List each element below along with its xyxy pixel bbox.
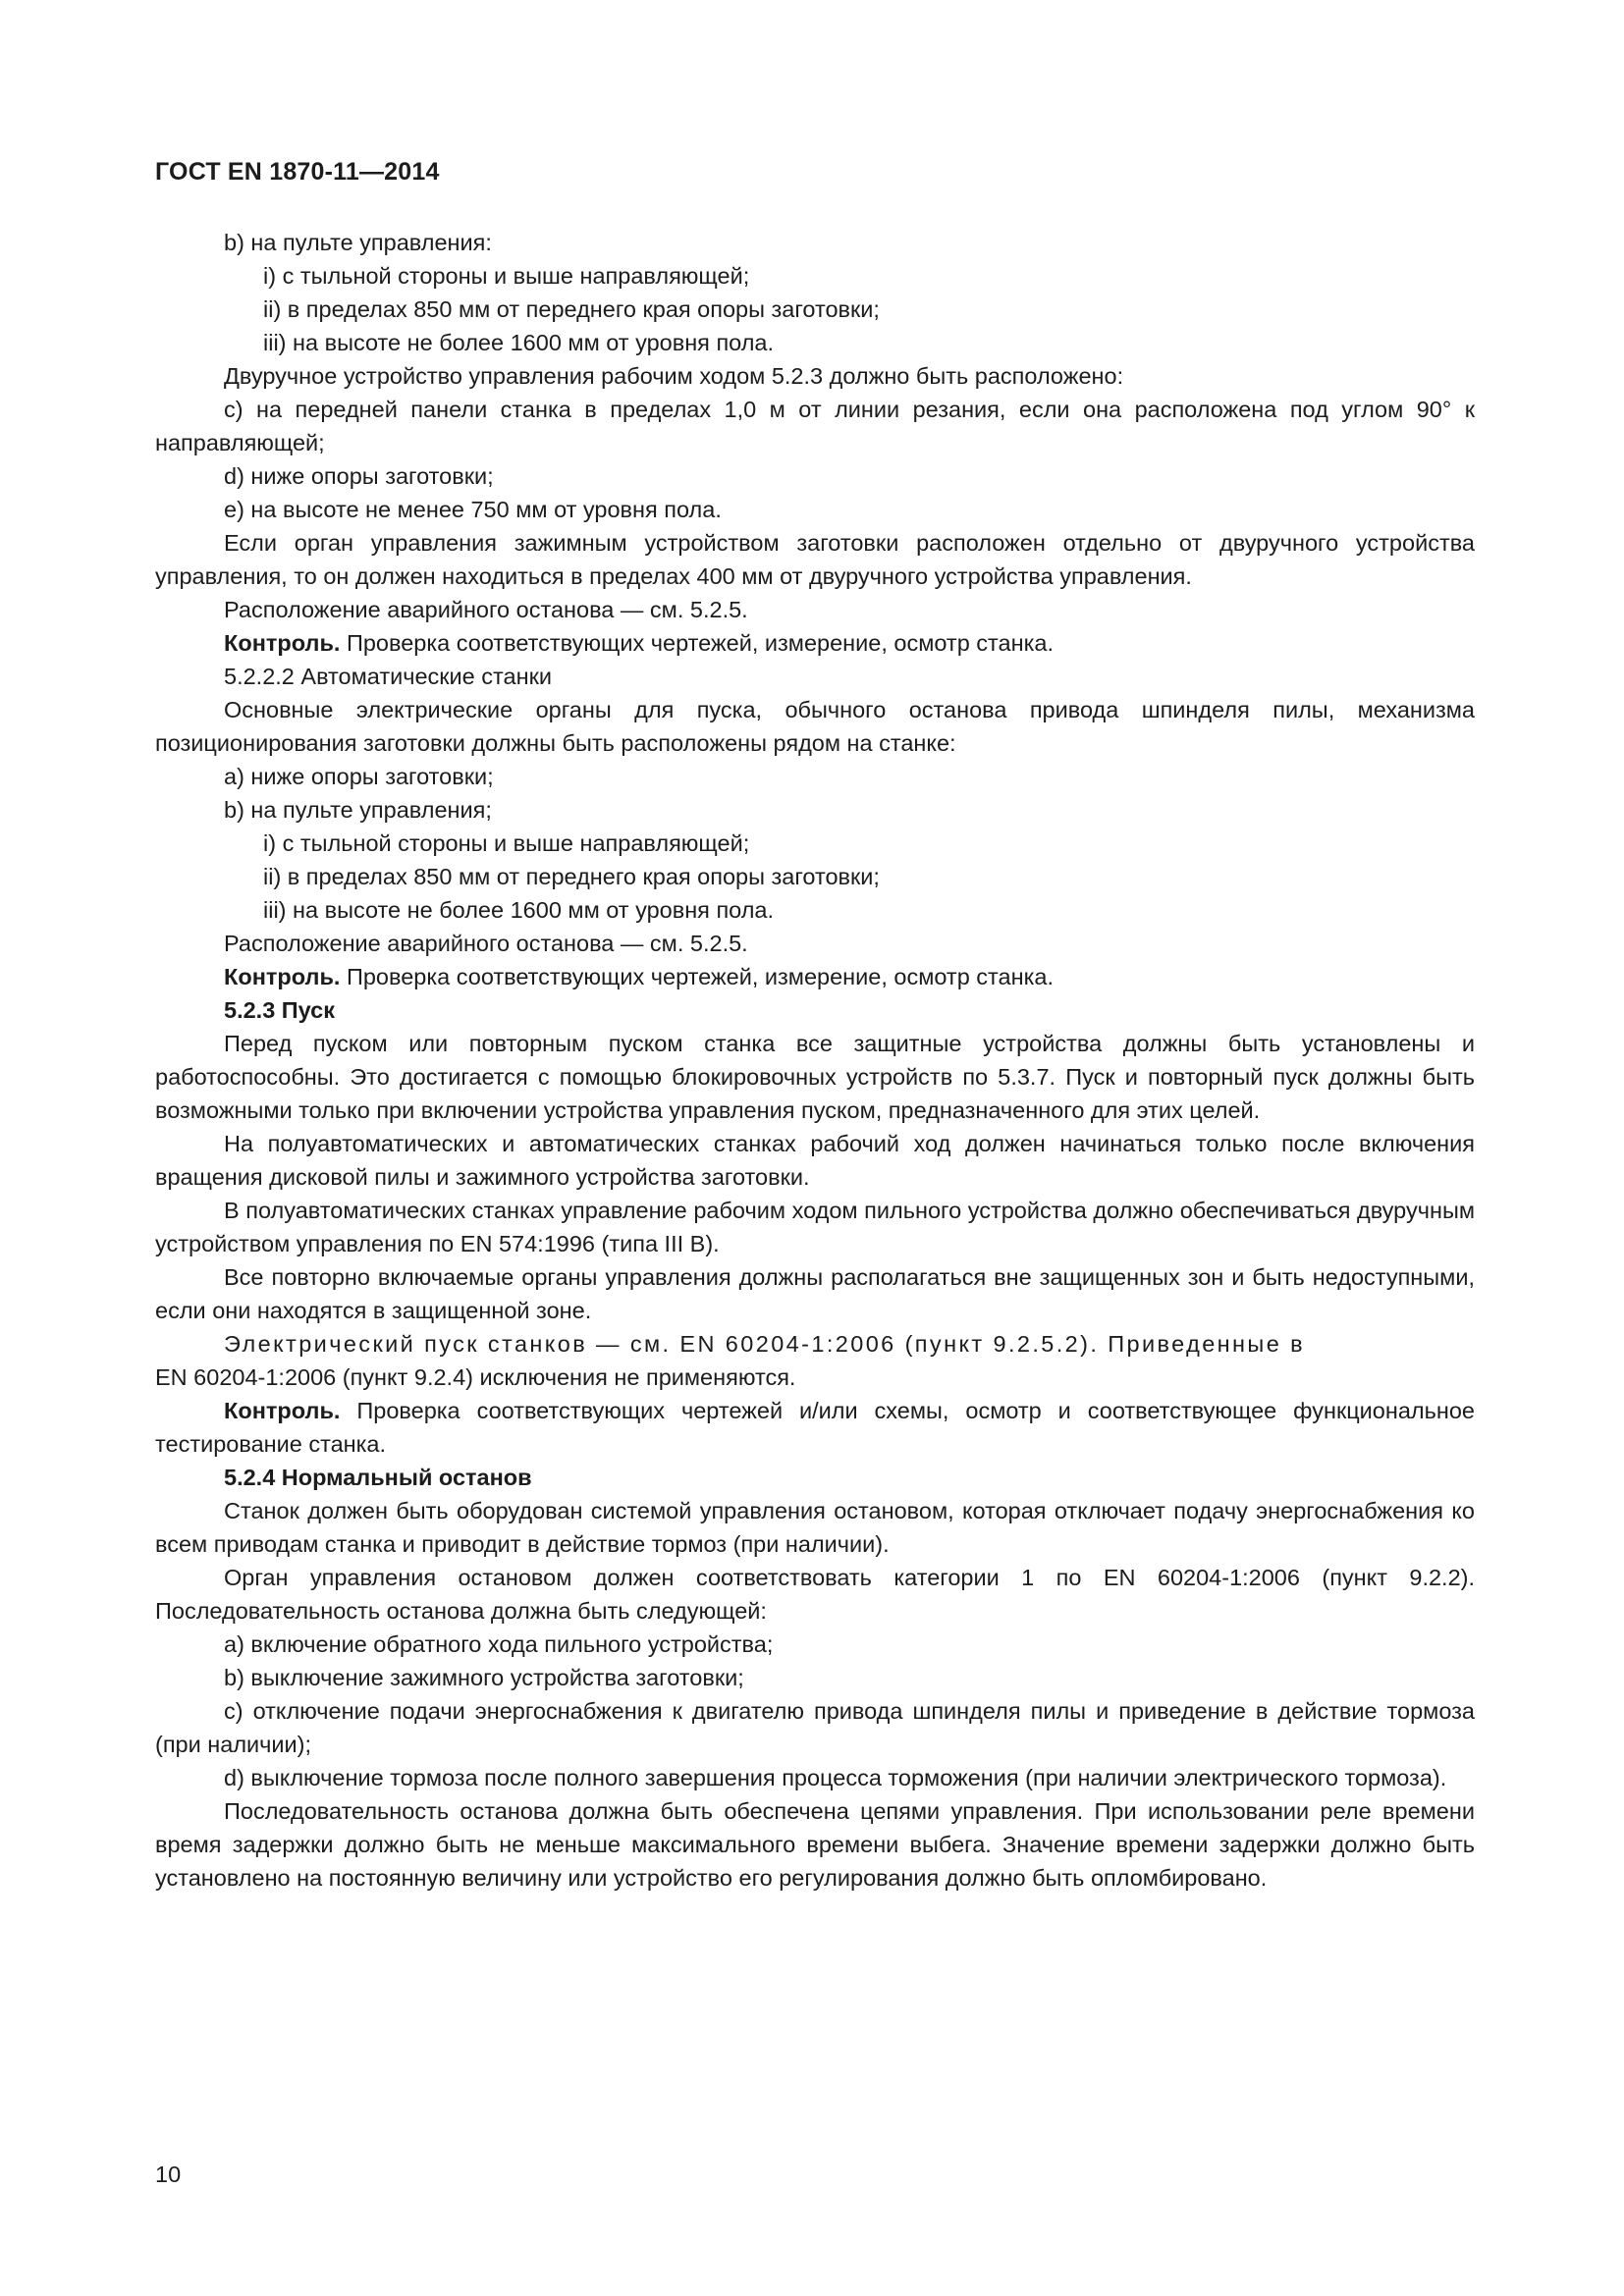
control-label: Контроль. [224, 630, 341, 656]
paragraph: Если орган управления зажимным устройством заготовки расположен отдельно от двуручного устройства управления, то он должен находиться в пределах 400 мм от двуручного устройства управления. [155, 530, 1475, 589]
list-item: i) с тыльной стороны и выше направляющей; [263, 263, 750, 289]
list-item: iii) на высоте не более 1600 мм от уровня пола. [263, 330, 775, 355]
control-text: Проверка соответствующих чертежей, измерение, осмотр станка. [340, 964, 1054, 989]
paragraph-line: Электрический пуск станков — см. EN 60204-1:2006 (пункт 9.2.5.2). Приведенные в [224, 1331, 1306, 1357]
paragraph: В полуавтоматических станках управление рабочим ходом пильного устройства должно обеспечиваться двуручным устройством управления по EN 574:1996 (типа III В). [155, 1198, 1475, 1256]
control-label: Контроль. [224, 964, 341, 989]
paragraph: Станок должен быть оборудован системой управления остановом, которая отключает подачу энергоснабжения ко всем приводам станка и приводит в действие тормоз (при наличии). [155, 1498, 1475, 1557]
control-paragraph [155, 960, 1475, 993]
list-item: i) с тыльной стороны и выше направляющей; [263, 830, 750, 856]
page-body [155, 226, 1475, 1895]
list-item: d) выключение тормоза после полного завершения процесса торможения (при наличии электрического тормоза). [224, 1765, 1447, 1790]
paragraph-line: EN 60204-1:2006 (пункт 9.2.4) исключения не применяются. [155, 1364, 796, 1390]
paragraph: Последовательность останова должна быть обеспечена цепями управления. При использовании реле времени время задержки должно быть не меньше максимального времени выбега. Значение времени задержки должно быть установлено на постоянную величину или устройство его регулирования должно быть опломбировано. [155, 1798, 1475, 1891]
paragraph: Орган управления остановом должен соответствовать категории 1 по EN 60204-1:2006 (пункт 9.2.2). Последовательность останова должна быть следующей: [155, 1565, 1475, 1624]
list-item: a) ниже опоры заготовки; [224, 764, 494, 789]
list-item: e) на высоте не менее 750 мм от уровня пола. [224, 497, 722, 522]
list-item: ii) в пределах 850 мм от переднего края опоры заготовки; [263, 296, 880, 322]
subsection-heading: 5.2.2.2 Автоматические станки [224, 664, 552, 689]
control-label: Контроль. [224, 1398, 341, 1423]
paragraph: Расположение аварийного останова — см. 5.2.5. [224, 931, 748, 956]
list-item: b) выключение зажимного устройства заготовки; [224, 1665, 744, 1690]
section-heading-5-2-3: 5.2.3 Пуск [224, 997, 336, 1023]
list-item: b) на пульте управления: [224, 230, 492, 255]
document-code-header: ГОСТ EN 1870-11—2014 [155, 158, 440, 186]
paragraph: Основные электрические органы для пуска, обычного останова привода шпинделя пилы, механизма позиционирования заготовки должны быть расположены рядом на станке: [155, 697, 1475, 756]
control-text: Проверка соответствующих чертежей, измерение, осмотр станка. [340, 630, 1054, 656]
paragraph: Двуручное устройство управления рабочим ходом 5.2.3 должно быть расположено: [224, 363, 1124, 389]
paragraph: Все повторно включаемые органы управления должны располагаться вне защищенных зон и быть недоступными, если они находятся в защищенной зоне. [155, 1264, 1475, 1323]
paragraph: На полуавтоматических и автоматических станках рабочий ход должен начинаться только после включения вращения дисковой пилы и зажимного устройства заготовки. [155, 1131, 1475, 1190]
control-paragraph [155, 1394, 1475, 1461]
list-item: b) на пульте управления; [224, 797, 492, 823]
page-number: 10 [155, 2162, 182, 2187]
paragraph: Расположение аварийного останова — см. 5.2.5. [224, 597, 748, 622]
list-item: c) на передней панели станка в пределах 1,0 м от линии резания, если она расположена под углом 90° к направляющей; [155, 397, 1475, 455]
control-text: Проверка соответствующих чертежей и/или схемы, осмотр и соответствующее функциональное тестирование станка. [155, 1398, 1475, 1457]
control-paragraph [155, 626, 1475, 660]
list-item: d) ниже опоры заготовки; [224, 463, 494, 489]
list-item: a) включение обратного хода пильного устройства; [224, 1631, 774, 1657]
list-item: c) отключение подачи энергоснабжения к двигателю привода шпинделя пилы и приведение в действие тормоза (при наличии); [155, 1698, 1475, 1757]
list-item: iii) на высоте не более 1600 мм от уровня пола. [263, 897, 775, 923]
paragraph: Перед пуском или повторным пуском станка все защитные устройства должны быть установлены и работоспособны. Это достигается с помощью блокировочных устройств по 5.3.7. Пуск и повторный пуск должны быть возможными только при включении устройства управления пуском, предназначенного для этих целей. [155, 1031, 1475, 1123]
list-item: ii) в пределах 850 мм от переднего края опоры заготовки; [263, 864, 880, 889]
section-heading-5-2-4: 5.2.4 Нормальный останов [224, 1465, 532, 1490]
